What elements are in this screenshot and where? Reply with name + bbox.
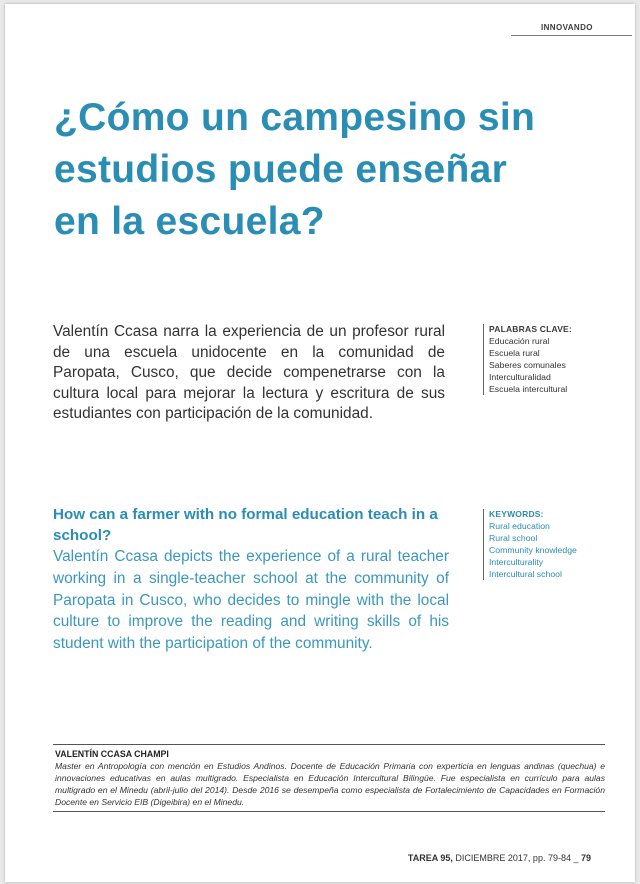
keyword-item: Saberes comunales — [489, 360, 566, 370]
keyword-item: Rural school — [489, 533, 538, 543]
keywords-spanish-heading: PALABRAS CLAVE: — [489, 324, 572, 334]
keywords-english — [483, 509, 609, 580]
author-bio: Master en Antropología con mención en Estudios Andinos. Docente de Educación Primaria con experticia en lenguas andinas (quechua) e innovaciones educativas en aulas multigrado. Especialista en Educación Intercultural Bilingüe. Fue especialista en currículo para aulas multigrado en el Minedu (abril-julio del 2014). Desde 2016 se desempeña como especialista de Fortalecimiento de Capacidades en Formación Docente en Servicio EIB (Digeibira) en el Minedu. — [55, 761, 605, 807]
keyword-item: Escuela rural — [489, 348, 540, 358]
document-page — [5, 4, 635, 882]
abstract-english — [53, 504, 449, 655]
author-box — [53, 744, 605, 812]
keyword-item: Interculturalidad — [489, 372, 551, 382]
keyword-item: Escuela intercultural — [489, 384, 568, 394]
title-line: en la escuela? — [54, 200, 325, 243]
keyword-item: Educación rural — [489, 336, 550, 346]
keyword-item: Rural education — [489, 521, 550, 531]
keyword-item: Intercultural school — [489, 569, 562, 579]
title-line: estudios puede enseñar — [54, 148, 508, 191]
footer-issue: DICIEMBRE 2017, pp. 79-84 — [452, 853, 571, 863]
keywords-english-heading: KEYWORDS: — [489, 509, 544, 519]
keywords-spanish — [483, 324, 609, 395]
section-tag-label: INNOVANDO — [541, 23, 593, 32]
title-line: ¿Cómo un campesino sin — [54, 96, 536, 139]
keyword-item: Interculturality — [489, 557, 544, 567]
article-title — [54, 92, 624, 248]
page-footer — [408, 853, 591, 863]
keyword-item: Community knowledge — [489, 545, 577, 555]
section-tag — [511, 23, 632, 36]
author-name: VALENTÍN CCASA CHAMPI — [55, 749, 169, 759]
page-number: 79 — [580, 853, 591, 863]
abstract-spanish: Valentín Ccasa narra la experiencia de un profesor rural de una escuela unidocente en la comunidad de Paropata, Cusco, que decide compenetrarse con la cultura local para mejorar la lectura y escritura de sus estudiantes con participación de la comunidad. — [53, 323, 445, 423]
abstract-english-body: Valentín Ccasa depicts the experience of a rural teacher working in a single-teacher school at the community of Paropata in Cusco, who decides to mingle with the local culture to improve the reading and writing skills of his student with the participation of the community. — [53, 548, 449, 653]
footer-separator: _ — [570, 853, 581, 863]
abstract-english-title: How can a farmer with no formal education teach in a school? — [53, 506, 438, 544]
footer-journal: TAREA 95, — [407, 853, 453, 863]
